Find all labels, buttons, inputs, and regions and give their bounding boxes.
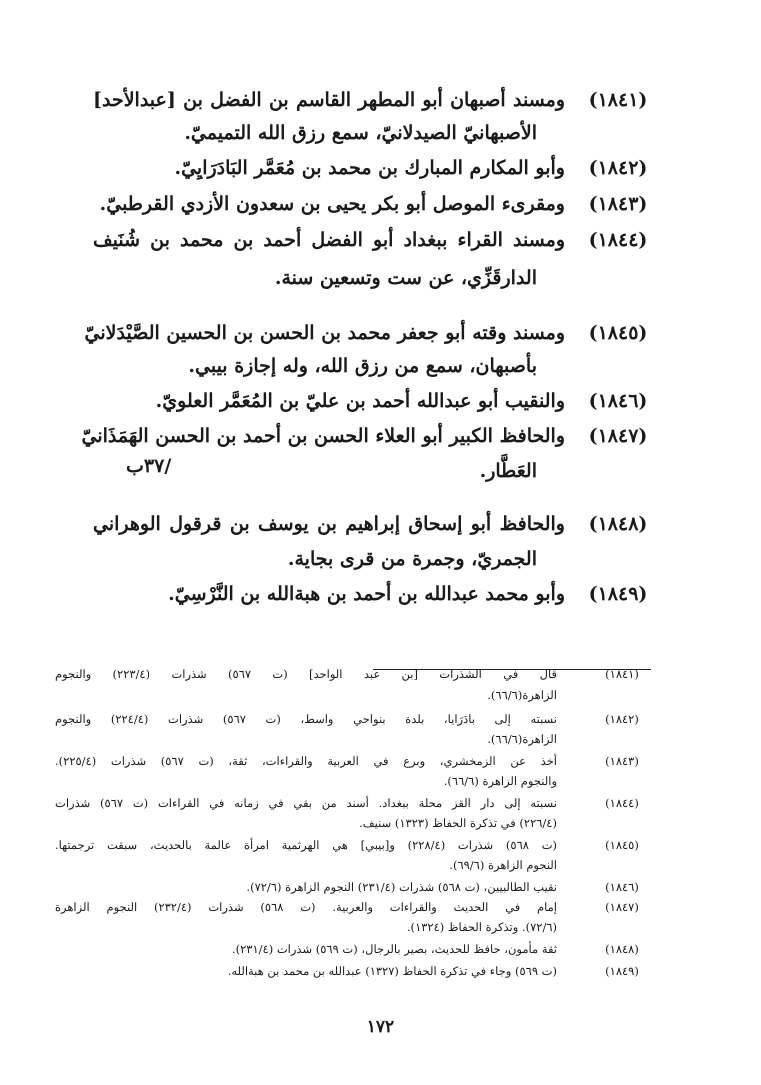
- footnote-number: (١٨٤٦): [605, 880, 639, 894]
- entry-number: (١٨٤٤): [588, 229, 648, 251]
- entry-number: (١٨٤٦): [588, 390, 648, 412]
- footnote-text-line: قال في الشذرات [بن عبد الواحد] (ت ٥٦٧) شذرات (٢٢٣/٤) والنجوم: [55, 667, 557, 681]
- entry-number: (١٨٤٨): [588, 513, 648, 535]
- footnote-number: (١٨٤١): [605, 667, 639, 681]
- footnote-text-line: النجوم الزاهرة (٦٩/٦).: [449, 858, 557, 872]
- entry-number: (١٨٤٣): [588, 193, 648, 215]
- entry-text-line: ومسند القراء ببغداد أبو الفضل أحمد بن محمد بن شُنَيف: [93, 229, 565, 251]
- entry-text-line: والنقيب أبو عبدالله أحمد بن عليّ بن المُعَمَّر العلويّ.: [155, 390, 565, 412]
- entry-text-line: وأبو المكارم المبارك بن محمد بن مُعَمَّر البَادَرَايِيّ.: [174, 157, 565, 179]
- footnote-text-line: والنجوم الزاهرة (٦٦/٦).: [443, 774, 557, 788]
- footnote-text-line: نسبته إلى بادَرَايا، بلدة بنواحي واسط، (ت ٥٦٧) شذرات (٢٢٤/٤) والنجوم: [55, 712, 557, 726]
- entry-text-line: العَطَّار.: [479, 460, 537, 482]
- entry-text-line: ومسند وقته أبو جعفر محمد بن الحسن بن الحسين الصَّيْدَلانيّ: [84, 322, 565, 344]
- entry-number: (١٨٤٩): [588, 583, 648, 605]
- entry-text-line: بأصبهان، سمع من رزق الله، وله إجازة بيبي.: [188, 355, 537, 377]
- footnote-text-line: الزاهرة(٦٦/٦).: [487, 732, 557, 746]
- footnote-text-line: الزاهرة(٦٦/٦).: [487, 688, 557, 702]
- footnote-number: (١٨٤٣): [605, 754, 639, 768]
- entry-text-line: ومسند أصبهان أبو المطهر القاسم بن الفضل بن [عبدالأحد]: [93, 89, 565, 111]
- entry-text-line: والحافظ أبو إسحاق إبراهيم بن يوسف بن قرقول الوهراني: [93, 513, 565, 535]
- footnote-text-line: إمام في الحديث والقراءات والعربية. (ت ٥٦٨) شذرات (٢٣٢/٤) النجوم الزاهرة: [55, 900, 557, 914]
- footnote-text-line: ثقة مأمون، حافظ للحديث، بصير بالرجال، (ت ٥٦٩) شذرات (٢٣١/٤).: [231, 942, 557, 956]
- footnote-number: (١٨٤٨): [605, 942, 639, 956]
- entry-text-line: والحافظ الكبير أبو العلاء الحسن بن أحمد بن الحسن الهَمَذَانيّ: [81, 425, 565, 447]
- footnote-number: (١٨٤٩): [605, 964, 639, 978]
- footnote-number: (١٨٤٤): [605, 796, 639, 810]
- footnote-number: (١٨٤٢): [605, 712, 639, 726]
- footnote-text-line: أخذ عن الزمخشري، وبرع في العربية والقراءات، ثقة، (ت ٥٦٧) شذرات (٢٢٥/٤).: [55, 754, 557, 768]
- footnote-number: (١٨٤٥): [605, 838, 639, 852]
- footnote-text-line: (٢٢٦/٤) في تذكرة الحفاظ (١٣٢٣) سنيف.: [359, 816, 557, 830]
- footnote-text-line: (ت ٥٦٨) شذرات (٢٢٨/٤) و[بيبي] هي الهرثمية امرأة عالمة بالحديث، سبقت ترجمتها.: [55, 838, 557, 852]
- entry-text-line: الدارقَزِّي، عن ست وتسعين سنة.: [274, 267, 537, 289]
- entry-text-line: ومقرىء الموصل أبو بكر يحيى بن سعدون الأزدي القرطبيّ.: [99, 193, 565, 215]
- entry-number: (١٨٤٧): [588, 425, 648, 447]
- footnote-text-line: (ت ٥٦٩) وجاء في تذكرة الحفاظ (١٣٢٧) عبدالله بن محمد بن هبةالله.: [227, 964, 557, 978]
- entry-number: (١٨٤٥): [588, 322, 648, 344]
- page-number: ١٧٢: [366, 1017, 395, 1037]
- footnote-text-line: نقيب الطالبيين، (ت ٥٦٨) شذرات (٢٣١/٤) النجوم الزاهرة (٧٢/٦).: [246, 880, 557, 894]
- footnote-number: (١٨٤٧): [605, 900, 639, 914]
- entry-text-line: الجمريّ، وجمرة من قرى بجاية.: [287, 548, 537, 570]
- footnote-text-line: (٧٢/٦). وتذكرة الحفاظ (١٣٢٤).: [406, 920, 557, 934]
- footnote-text-line: نسبته إلى دار القز محلة ببغداد. أسند من بقي في زمانه في القراءات (ت ٥٦٧) شذرات: [55, 796, 557, 810]
- entry-text-line: الأصبهانيّ الصيدلانيّ، سمع رزق الله التميميّ.: [184, 122, 537, 144]
- entry-number: (١٨٤٢): [588, 157, 648, 179]
- manuscript-folio-marker: /٣٧ب: [126, 455, 172, 477]
- entry-number: (١٨٤١): [588, 89, 648, 111]
- entry-text-line: وأبو محمد عبدالله بن أحمد بن هبةالله بن النَّرْسِيّ.: [168, 583, 565, 605]
